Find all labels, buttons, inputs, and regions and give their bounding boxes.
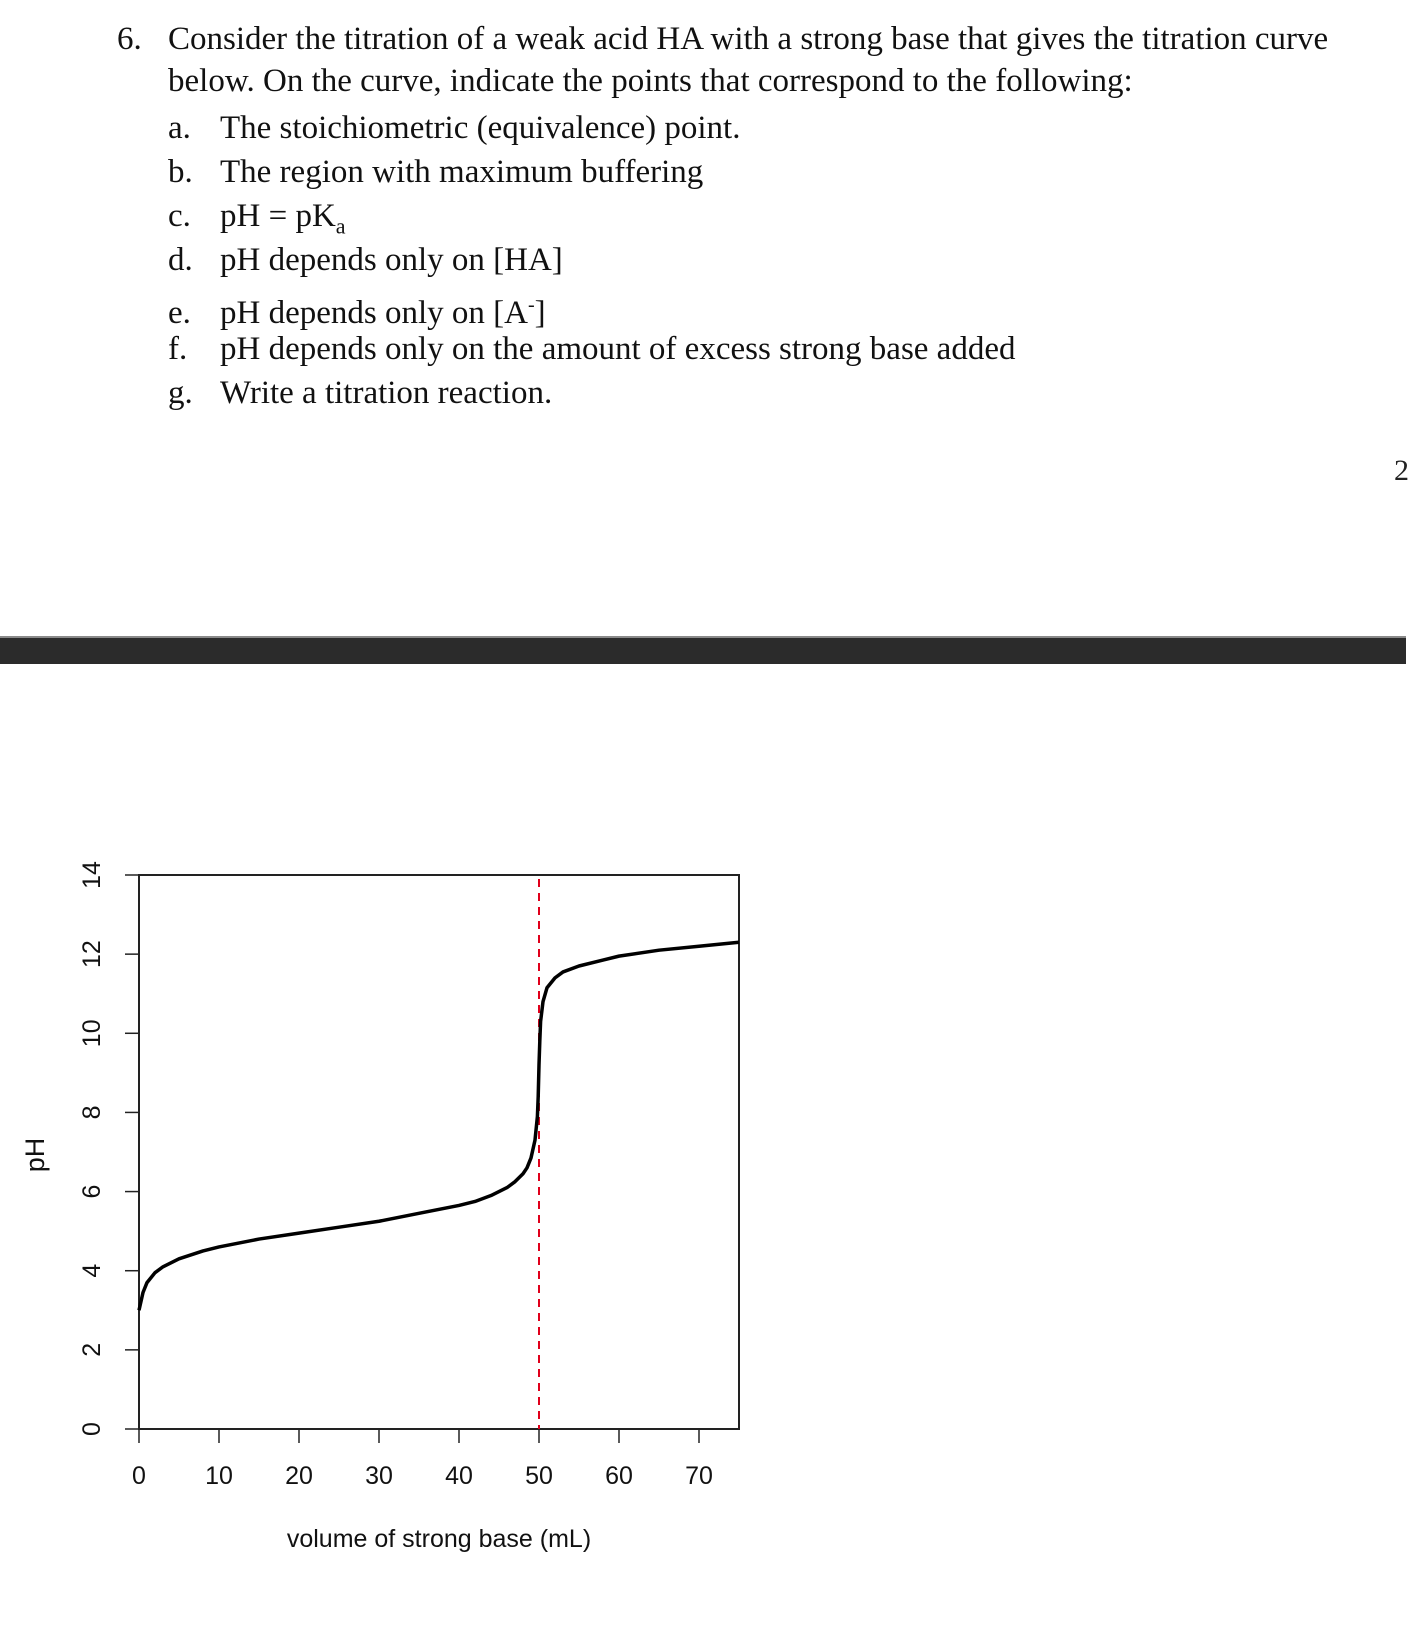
item-letter: g. bbox=[168, 375, 193, 411]
x-axis bbox=[132, 1429, 713, 1490]
item-letter: e. bbox=[168, 295, 191, 331]
y-tick-label: 2 bbox=[78, 1342, 106, 1357]
item-d bbox=[168, 238, 563, 282]
item-text: The stoichiometric (equivalence) point. bbox=[220, 110, 741, 146]
y-tick-label: 6 bbox=[78, 1184, 106, 1199]
item-text: pH depends only on [HA] bbox=[220, 242, 563, 278]
item-b bbox=[168, 150, 703, 194]
x-tick-label: 70 bbox=[685, 1462, 713, 1490]
item-text: Write a titration reaction. bbox=[220, 375, 553, 411]
chart-area bbox=[0, 664, 1406, 1626]
item-text: The region with maximum buffering bbox=[220, 154, 704, 190]
item-letter: a. bbox=[168, 110, 191, 146]
page-number-mark: 2 bbox=[1394, 454, 1409, 487]
y-tick-label: 8 bbox=[78, 1105, 106, 1120]
y-tick-label: 4 bbox=[78, 1263, 106, 1278]
item-g bbox=[168, 371, 552, 415]
item-f bbox=[168, 327, 1015, 371]
x-tick-label: 50 bbox=[525, 1462, 553, 1490]
y-tick-label: 10 bbox=[78, 1019, 106, 1048]
y-tick-label: 14 bbox=[78, 861, 106, 889]
y-axis bbox=[78, 861, 139, 1436]
question-block bbox=[0, 0, 1409, 640]
item-letter: f. bbox=[168, 331, 188, 367]
item-superscript: - bbox=[527, 294, 535, 316]
plot-frame bbox=[139, 875, 739, 1429]
titration-chart bbox=[0, 664, 1406, 1626]
x-tick-label: 20 bbox=[285, 1462, 313, 1490]
item-text: pH depends only on the amount of excess strong base added bbox=[220, 331, 1016, 367]
item-a bbox=[168, 106, 740, 150]
question-line-1: Consider the titration of a weak acid HA with a strong base that gives the titration curve bbox=[168, 21, 1329, 57]
page-divider bbox=[0, 638, 1406, 664]
y-axis-label: pH bbox=[20, 1137, 50, 1173]
x-tick-label: 0 bbox=[132, 1462, 146, 1490]
x-tick-label: 60 bbox=[605, 1462, 633, 1490]
item-text-end: ] bbox=[534, 295, 546, 331]
y-tick-label: 0 bbox=[78, 1422, 106, 1436]
titration-curve bbox=[139, 942, 739, 1310]
y-tick-label: 12 bbox=[78, 940, 106, 969]
item-subscript: a bbox=[335, 213, 346, 239]
item-text: pH depends only on [A bbox=[220, 295, 528, 331]
question-number: 6. bbox=[117, 21, 142, 57]
x-tick-label: 40 bbox=[445, 1462, 473, 1490]
question-prompt bbox=[168, 18, 1398, 102]
item-text: pH = pK bbox=[220, 198, 336, 234]
x-tick-label: 10 bbox=[205, 1462, 233, 1490]
question-line-2: below. On the curve, indicate the points that correspond to the following: bbox=[168, 63, 1133, 99]
x-axis-label: volume of strong base (mL) bbox=[286, 1525, 592, 1553]
item-letter: d. bbox=[168, 242, 193, 278]
item-letter: b. bbox=[168, 154, 193, 190]
item-letter: c. bbox=[168, 198, 191, 234]
x-tick-label: 30 bbox=[365, 1462, 393, 1490]
